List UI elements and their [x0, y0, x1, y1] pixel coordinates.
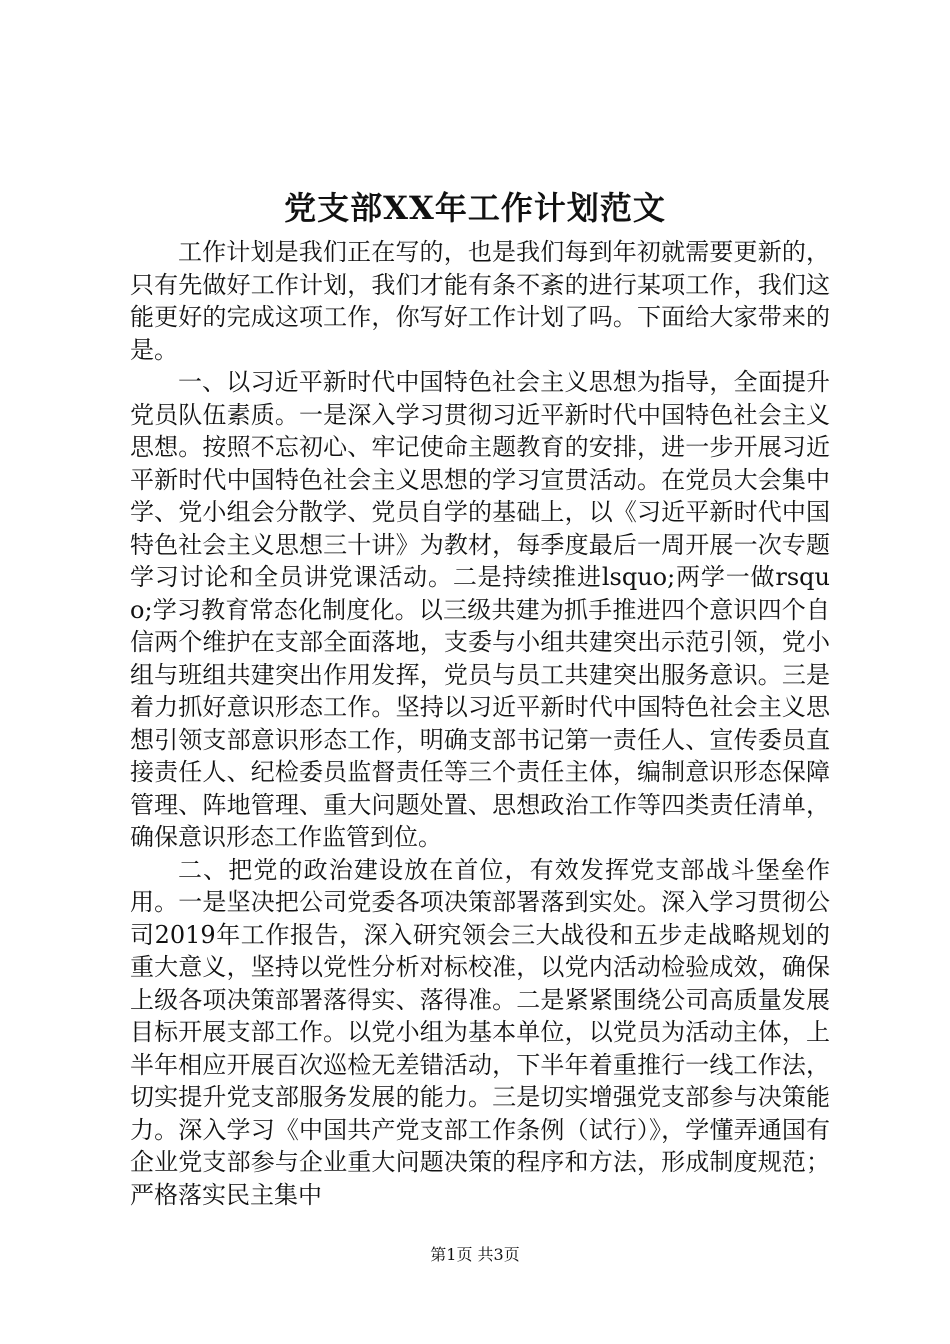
page-number-footer: 第1页 共3页	[430, 1245, 520, 1264]
paragraph-intro: 工作计划是我们正在写的，也是我们每到年初就需要更新的，只有先做好工作计划，我们才能有条不紊的进行某项工作，我们这能更好的完成这项工作，你写好工作计划了吗。下面给大家带来的是。	[130, 238, 830, 364]
document-body	[130, 236, 830, 1211]
document-title: 党支部XX年工作计划范文	[284, 189, 666, 227]
paragraph-section-1: 一、以习近平新时代中国特色社会主义思想为指导，全面提升党员队伍素质。一是深入学习贯彻习近平新时代中国特色社会主义思想。按照不忘初心、牢记使命主题教育的安排，进一步开展习近平新时代中国特色社会主义思想的学习宣贯活动。在党员大会集中学、党小组会分散学、党员自学的基础上，以《习近平新时代中国特色社会主义思想三十讲》为教材，每季度最后一周开展一次专题学习讨论和全员讲党课活动。二是持续推进lsquo;两学一做rsquo;学习教育常态化制度化。以三级共建为抓手推进四个意识四个自信两个维护在支部全面落地，支委与小组共建突出示范引领，党小组与班组共建突出作用发挥，党员与员工共建突出服务意识。三是着力抓好意识形态工作。坚持以习近平新时代中国特色社会主义思想引领支部意识形态工作，明确支部书记第一责任人、宣传委员直接责任人、纪检委员监督责任等三个责任主体，编制意识形态保障管理、阵地管理、重大问题处置、思想政治工作等四类责任清单，确保意识形态工作监管到位。	[130, 368, 830, 851]
paragraph-section-2: 二、把党的政治建设放在首位，有效发挥党支部战斗堡垒作用。一是坚决把公司党委各项决策部署落到实处。深入学习贯彻公司2019年工作报告，深入研究领会三大战役和五步走战略规划的重大意义，坚持以党性分析对标校准，以党内活动检验成效，确保上级各项决策部署落得实、落得准。二是紧紧围绕公司高质量发展目标开展支部工作。以党小组为基本单位，以党员为活动主体，上半年相应开展百次巡检无差错活动，下半年着重推行一线工作法，切实提升党支部服务发展的能力。三是切实增强党支部参与决策能力。深入学习《中国共产党支部工作条例（试行）》，学懂弄通国有企业党支部参与企业重大问题决策的程序和方法，形成制度规范；严格落实民主集中	[130, 855, 830, 1209]
